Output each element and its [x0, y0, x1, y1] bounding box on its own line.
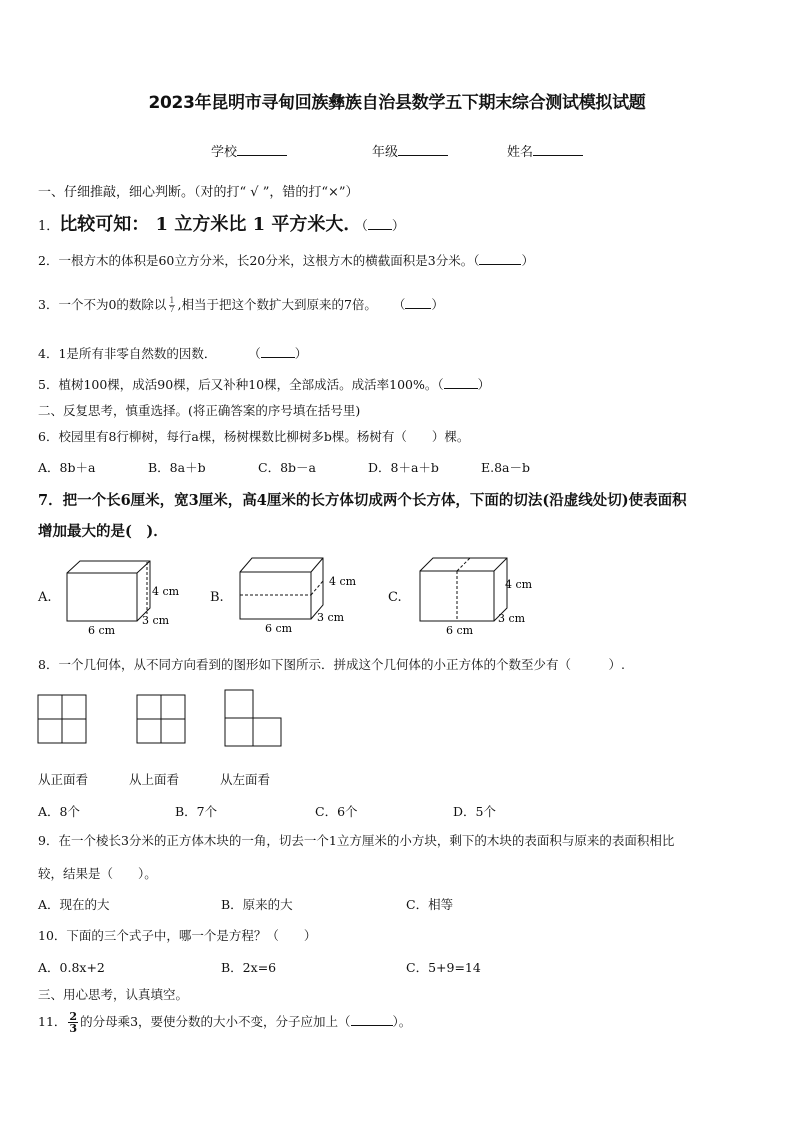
q3-fraction: $\frac{1}{7}$ — [169, 296, 175, 314]
q9-line2: 较，结果是（ ）。 — [38, 866, 157, 881]
section3-heading: 三、用心思考，认真填空。 — [38, 987, 189, 1002]
grade-blank[interactable] — [398, 141, 448, 156]
q10-option-b[interactable]: B．2x=6 — [221, 960, 277, 975]
q7-a-width-label: 3 cm — [142, 614, 170, 627]
q5-answer-blank[interactable] — [444, 374, 478, 389]
name-field — [507, 141, 583, 160]
question-3: 3．一个不为0的数除以 $\frac{1}{7}$ ,相当于把这个数扩大到原来的7倍。 （ ） — [38, 296, 444, 314]
q7-option-b[interactable]: B. — [210, 590, 224, 605]
q6-option-d[interactable]: D．8＋a＋b — [368, 460, 439, 475]
q6-option-c[interactable]: C．8b－a — [258, 460, 316, 475]
q10-option-c[interactable]: C．5+9=14 — [406, 960, 481, 975]
q7-a-length-label: 6 cm — [88, 624, 116, 637]
q7-cuboid-a — [55, 555, 195, 640]
q8-option-a[interactable]: A．8个 — [38, 804, 80, 819]
name-blank[interactable] — [533, 141, 583, 156]
question-11: 11． $\frac{2}{3}$ 的分母乘3，要使分数的大小不变，分子应加上（ ）。 — [38, 1010, 412, 1035]
q7-b-width-label: 3 cm — [317, 611, 345, 624]
q11-number: 11． — [38, 1014, 67, 1029]
top-view-grid — [137, 695, 185, 743]
section1-heading: 一、仔细推敲，细心判断。（对的打“ √ ”，错的打“×”） — [38, 185, 359, 200]
question-4: 4．1是所有非零自然数的因数． （ ） — [38, 343, 307, 362]
q6-text: 6．校园里有8行柳树，每行a棵，杨树棵数比柳树多b棵。杨树有（ ）棵。 — [38, 429, 470, 444]
section2-heading: 二、反复思考，慎重选择。(将正确答案的序号填在括号里) — [38, 403, 361, 418]
q8-view-front: 从正面看 — [38, 772, 89, 787]
q7-option-c[interactable]: C. — [388, 590, 402, 605]
q2-answer-blank[interactable] — [479, 250, 521, 265]
left-view-grid — [225, 690, 281, 746]
q7-line1: 7．把一个长6厘米，宽3厘米，高4厘米的长方体切成两个长方体，下面的切法(沿虚线处切)使表面积 — [38, 492, 687, 509]
q7-b-length-label: 6 cm — [265, 622, 293, 635]
question-1: 1．比较可知： 1 立方米比 1 平方米大．（ ） — [38, 214, 405, 235]
q6-option-b[interactable]: B．8a＋b — [148, 460, 206, 475]
q9-line1: 9．在一个棱长3分米的正方体木块的一角，切去一个1立方厘米的小方块，剩下的木块的表面积与原来的表面积相比 — [38, 833, 675, 848]
q4-answer-blank[interactable] — [261, 343, 295, 358]
q5-text: 5．植树100棵，成活90棵，后又补种10棵，全部成活。成活率100%。 — [38, 377, 438, 392]
q8-option-b[interactable]: B．7个 — [175, 804, 218, 819]
q11-fraction: $\frac{2}{3}$ — [69, 1010, 78, 1035]
q7-cuboid-c — [408, 553, 548, 638]
q8-option-c[interactable]: C．6个 — [315, 804, 358, 819]
q6-option-a[interactable]: A．8b＋a — [38, 460, 96, 475]
front-view-grid — [38, 695, 86, 743]
q3-answer-blank[interactable] — [405, 294, 431, 309]
q1-number: 1． — [38, 219, 60, 234]
q7-a-height-label: 4 cm — [152, 585, 180, 598]
school-blank[interactable] — [237, 141, 287, 156]
question-2: 2．一根方木的体积是60立方分米，长20分米，这根方木的横截面积是3分米。（ ） — [38, 250, 534, 269]
q2-text: 2．一根方木的体积是60立方分米，长20分米，这根方木的横截面积是3分米。 — [38, 253, 474, 268]
school-label: 学校 — [211, 145, 238, 160]
q1-text: 比较可知： 1 立方米比 1 平方米大． — [59, 214, 362, 235]
page-title: 2023年昆明市寻甸回族彝族自治县数学五下期末综合测试模拟试题 — [148, 93, 646, 113]
q9-option-b[interactable]: B．原来的大 — [221, 897, 293, 912]
q3-text-before: 3．一个不为0的数除以 — [38, 297, 167, 312]
q7-c-length-label: 6 cm — [446, 624, 474, 637]
q7-option-a[interactable]: A. — [38, 590, 52, 605]
q4-text: 4．1是所有非零自然数的因数． — [38, 346, 217, 361]
q9-option-a[interactable]: A．现在的大 — [38, 897, 110, 912]
q7-b-height-label: 4 cm — [329, 575, 357, 588]
q8-option-d[interactable]: D．5个 — [453, 804, 496, 819]
q8-view-left: 从左面看 — [220, 772, 271, 787]
school-field — [211, 141, 287, 160]
q11-text: 的分母乘3，要使分数的大小不变，分子应加上（ — [80, 1014, 351, 1029]
grade-field — [372, 141, 448, 160]
q7-cuboid-b — [228, 550, 368, 635]
q10-option-a[interactable]: A．0.8x+2 — [38, 960, 105, 975]
q8-text: 8．一个几何体，从不同方向看到的图形如下图所示．拼成这个几何体的小正方体的个数至少有（ ）. — [38, 657, 625, 672]
grade-label: 年级 — [372, 145, 399, 160]
q9-option-c[interactable]: C．相等 — [406, 897, 454, 912]
q8-view-diagrams — [38, 690, 298, 750]
q6-option-e[interactable]: E.8a－b — [481, 460, 531, 475]
q7-line2: 增加最大的是( )． — [38, 523, 168, 540]
question-5: 5．植树100棵，成活90棵，后又补种10棵，全部成活。成活率100%。（ ） — [38, 374, 490, 393]
q8-view-top: 从上面看 — [129, 772, 180, 787]
q7-c-width-label: 3 cm — [498, 612, 526, 625]
q3-text-after: ,相当于把这个数扩大到原来的7倍。 — [177, 297, 377, 312]
q11-answer-blank[interactable] — [351, 1011, 393, 1026]
name-label: 姓名 — [507, 145, 534, 160]
q10-text: 10．下面的三个式子中，哪一个是方程？（ ） — [38, 928, 317, 943]
q1-answer-blank[interactable] — [368, 215, 392, 230]
q7-c-height-label: 4 cm — [505, 578, 533, 591]
